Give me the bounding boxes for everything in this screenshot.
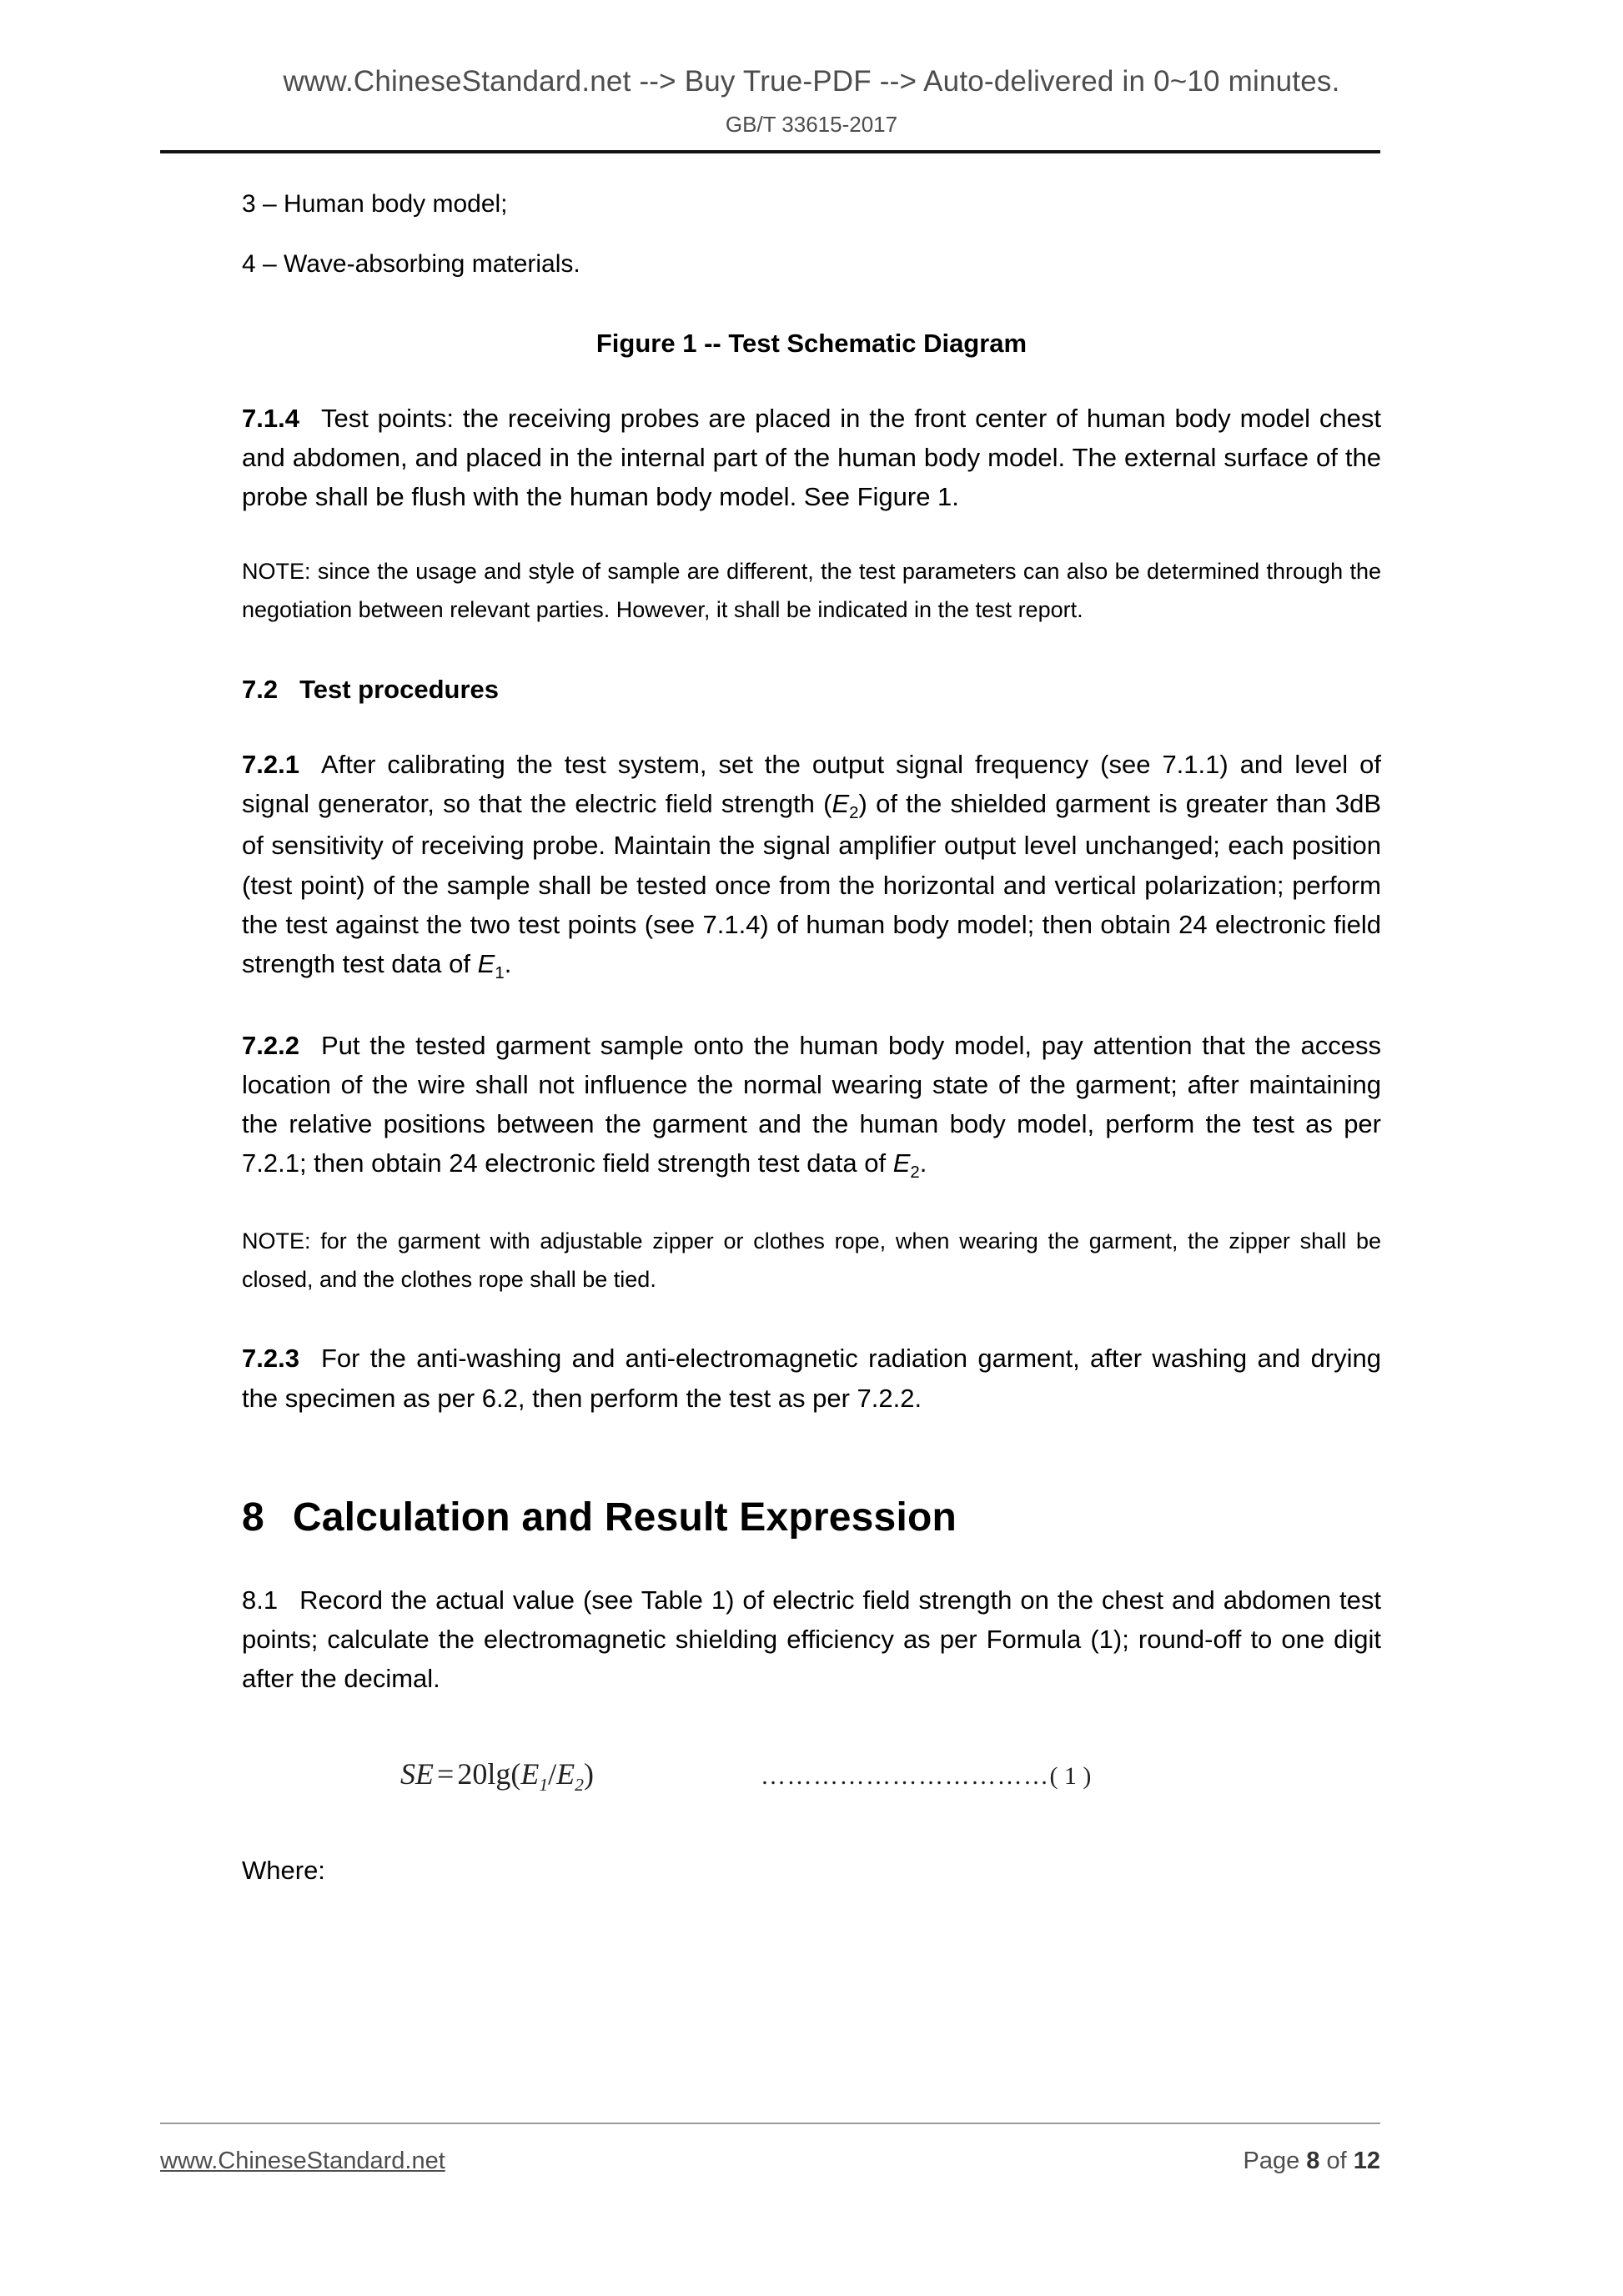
page-header [0,0,1623,138]
formula-numerator-subscript: 1 [539,1775,549,1796]
clause-7-2-1 [242,745,1381,986]
footer-page-prefix: Page [1243,2148,1307,2174]
clause-8-1 [242,1580,1381,1698]
footer-page-total: 12 [1353,2148,1380,2174]
variable-e2: E [832,789,850,819]
clause-8-1-number: 8.1 [242,1585,279,1615]
clause-7-2-3-text: For the anti-washing and anti-electromagnetic radiation garment, after washing and drying the specimen as per 6.2, then perform the test as per 7.2.2. [242,1344,1381,1413]
clause-7-2-1-text-part2: ) of the shielded garment is greater than 3dB of sensitivity of receiving probe. Maintain the signal amplifier output level unchanged; each position (test point) of the sample shall be tested once from the horizontal and vertical polarization; perform the test against the two test points (see 7.1.4) of human body model; then obtain 24 electronic field strength test data of [242,789,1381,978]
clause-7-2-title: Test procedures [299,675,499,705]
where-label: Where: [242,1856,325,1886]
header-promo-text: www.ChineseStandard.net --> Buy True-PDF --> Auto-delivered in 0~10 minutes. [283,65,1340,98]
header-standard-number: GB/T 33615-2017 [725,112,898,137]
clause-7-2-2 [242,1026,1381,1186]
formula-open-paren: ( [510,1757,521,1791]
footer-page-indicator [1243,2148,1380,2175]
formula-lhs: SE [400,1757,434,1791]
figure-legend-item-4: 4 – Wave-absorbing materials. [242,250,580,278]
note-7-2-2: NOTE: for the garment with adjustable zipper or clothes rope, when wearing the garment, the zipper shall be closed, and the clothes rope shall be tied. [242,1228,1381,1292]
variable-e2-b-subscript: 2 [910,1163,920,1183]
section-8-title: Calculation and Result Expression [292,1495,957,1540]
variable-e1-subscript: 1 [495,963,505,982]
formula-numerator-var: E [520,1757,540,1791]
clause-7-2-heading [242,675,1381,705]
footer-site-link[interactable]: www.ChineseStandard.net [160,2148,445,2174]
formula-number-label: ( 1 ) [1049,1762,1092,1790]
formula-denominator-subscript: 2 [575,1775,584,1796]
note-7-1-4: NOTE: since the usage and style of sample are different, the test parameters can also be determined through the negotiation between relevant parties. However, it shall be indicated in the test report. [242,559,1381,623]
formula-coefficient: 20 [457,1757,488,1791]
formula-row [242,1756,1381,1796]
clause-7-2-3-number: 7.2.3 [242,1344,299,1374]
page-footer [160,2148,1380,2175]
clause-7-1-4 [242,399,1381,516]
formula-slash: / [548,1757,557,1791]
clause-7-2-2-text-part2: . [919,1148,927,1178]
clause-7-2-1-number: 7.2.1 [242,750,299,780]
figure-legend-item-3: 3 – Human body model; [242,190,508,218]
clause-7-1-4-number: 7.1.4 [242,404,299,433]
formula-1 [400,1756,594,1796]
formula-dotted-leader: …………………………… [760,1762,1050,1790]
clause-7-2-3 [242,1339,1381,1417]
variable-e2-b: E [892,1148,911,1178]
clause-7-2-number: 7.2 [242,675,279,705]
footer-divider [160,2123,1380,2124]
document-body [242,192,1381,1912]
formula-equals: = [437,1757,455,1791]
footer-page-current: 8 [1306,2148,1320,2174]
formula-denominator-var: E [556,1757,575,1791]
formula-log-function: lg [487,1757,511,1791]
figure-caption: Figure 1 -- Test Schematic Diagram [595,329,1028,358]
clause-7-2-1-text-part3: . [504,948,512,978]
section-8-number: 8 [242,1495,264,1540]
formula-close-paren: ) [583,1757,594,1791]
variable-e2-subscript: 2 [849,803,859,823]
clause-7-2-1-text-part1: After calibrating the test system, set the output signal frequency (see 7.1.1) and level of signal generator, so that the electric field strength ( [242,750,1381,819]
header-divider [160,150,1380,153]
clause-8-1-text: Record the actual value (see Table 1) of electric field strength on the chest and abdomen test points; calculate the electromagnetic shielding efficiency as per Formula (1); round-off to one digit after the decimal. [242,1585,1381,1693]
clause-7-2-2-number: 7.2.2 [242,1031,299,1061]
footer-page-mid: of [1319,2148,1354,2174]
clause-7-2-2-text-part1: Put the tested garment sample onto the human body model, pay attention that the access location of the wire shall not influence the normal wearing state of the garment; after maintaining the relative positions between the garment and the human body model, perform the test as per 7.2.1; then obtain 24 electronic field strength test data of [242,1031,1381,1178]
clause-7-1-4-text: Test points: the receiving probes are placed in the front center of human body model chest and abdomen, and placed in the internal part of the human body model. The external surface of the probe shall be flush with the human body model. See Figure 1. [242,404,1381,512]
variable-e1: E [477,948,495,978]
section-8-heading [242,1495,1381,1540]
